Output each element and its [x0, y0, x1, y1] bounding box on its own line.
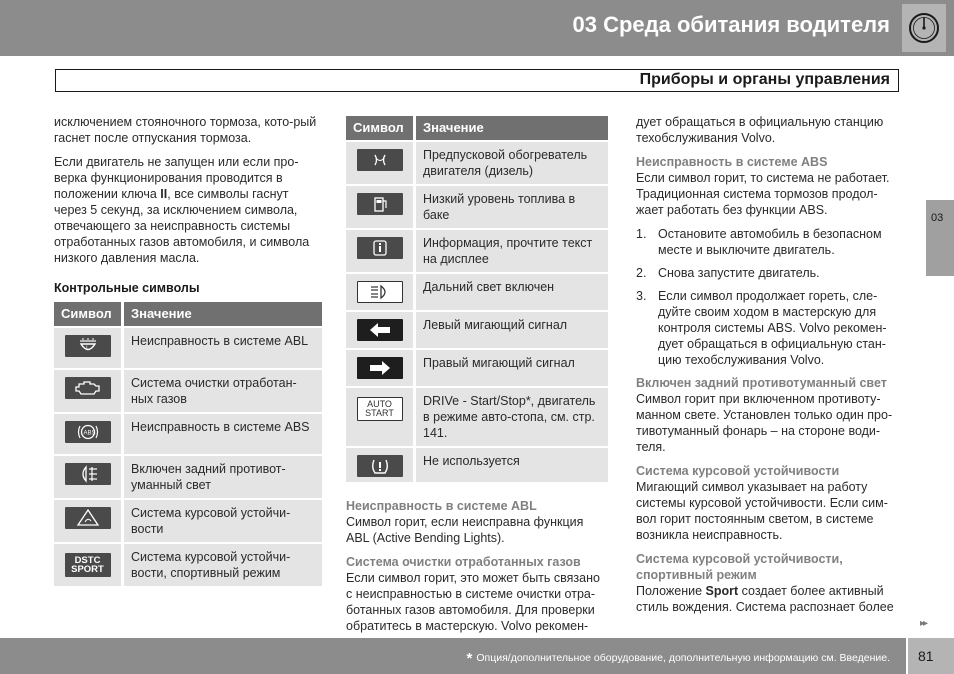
- fuel-pump-icon: [357, 193, 403, 215]
- meaning-cell: Не используется: [416, 448, 608, 482]
- column-header-meaning: Значение: [416, 116, 608, 140]
- list-item: [636, 265, 902, 281]
- table-header-row: [54, 302, 322, 326]
- table-row: [54, 328, 322, 368]
- table-row: [346, 312, 608, 348]
- icon-label: AUTO: [367, 399, 392, 409]
- text-span: создает более активный стиль вождения. Система распознает более: [636, 584, 894, 614]
- icon-label: DSTC: [74, 555, 101, 566]
- text-span: Если двигатель не запущен или если про-верка функционирования проводится в положении ключа: [54, 155, 299, 201]
- section-title: Приборы и органы управления: [639, 71, 890, 88]
- table-row: [54, 414, 322, 454]
- section-header: [55, 69, 899, 92]
- column-left: [54, 114, 322, 588]
- fog-heading: Включен задний противотуманный свет: [636, 376, 887, 390]
- abs-heading: Неисправность в системе ABS: [636, 155, 828, 169]
- meaning-cell: Дальний свет включен: [416, 274, 608, 310]
- abs-text: Если символ горит, то система не работает. Традиционная система тормозов продол-жает работать без функции ABS.: [636, 171, 890, 217]
- step-number: 3.: [636, 289, 647, 303]
- paragraph: исключением стояночного тормоза, кото-рый гаснет после отпускания тормоза.: [54, 115, 317, 145]
- right-arrow-icon: [357, 357, 403, 379]
- table-row: [54, 456, 322, 498]
- chapter-icon-box: [902, 4, 946, 52]
- table-row: [346, 350, 608, 386]
- page-number-box: [908, 638, 954, 674]
- fog-text: Символ горит при включенном противоту-манном свете. Установлен только один про-тивотуманный фонарь – на стороне води-теля.: [636, 392, 893, 454]
- section-heading: Контрольные символы: [54, 281, 200, 295]
- paragraph: [54, 154, 322, 266]
- exhaust-text: Если символ горит, это может быть связано с неисправностью в системе очистки отра-ботанных газов автомобиля. Для проверки обратитесь в мастерскую. Volvo рекомен-: [346, 571, 600, 633]
- abs-warning-icon: [65, 421, 111, 443]
- meaning-cell: Предпусковой обогреватель двигателя (дизель): [416, 142, 608, 184]
- text-span: Положение: [636, 584, 706, 598]
- continued-text: дует обращаться в официальную станцию техобслуживания Volvo.: [636, 115, 884, 145]
- meaning-cell: DRIVe - Start/Stop*, двигатель в режиме авто-стопа, см. стр. 141.: [416, 388, 608, 446]
- meaning-cell: Информация, прочтите текст на дисплее: [416, 230, 608, 272]
- dstc-sport-icon: [65, 553, 111, 577]
- column-header-symbol: Символ: [346, 116, 416, 140]
- check-engine-icon: [65, 377, 111, 399]
- abl-headlight-warning-icon: [65, 335, 111, 357]
- speedometer-gauge-icon: [907, 11, 941, 45]
- page-footer: [0, 638, 906, 674]
- glow-plug-icon: [357, 149, 403, 171]
- column-header-meaning: Значение: [124, 302, 322, 326]
- meaning-cell: Низкий уровень топлива в баке: [416, 186, 608, 228]
- table-row: [346, 448, 608, 482]
- key-position: II: [160, 187, 168, 201]
- meaning-cell: Система очистки отработан-ных газов: [124, 370, 322, 412]
- table-row: [346, 274, 608, 310]
- info-icon: [357, 237, 403, 259]
- footer-note-text: Опция/дополнительное оборудование, дополнительную информацию см. Введение.: [476, 652, 890, 664]
- meaning-cell: Левый мигающий сигнал: [416, 312, 608, 348]
- abl-heading: Неисправность в системе ABL: [346, 499, 537, 513]
- table-row: [346, 142, 608, 184]
- left-arrow-icon: [357, 319, 403, 341]
- svg-text:ABS: ABS: [83, 430, 96, 437]
- rear-fog-light-icon: [65, 463, 111, 485]
- icon-label: START: [365, 408, 394, 418]
- table-row: [346, 186, 608, 228]
- stability-text: Мигающий символ указывает на работу системы курсовой устойчивости. Если сим-вол горит постоянным светом, в системе возникла неисправность.: [636, 480, 888, 542]
- stability-heading: Система курсовой устойчивости: [636, 464, 840, 478]
- high-beam-icon: [357, 281, 403, 303]
- chapter-tab-label: 03: [931, 212, 944, 224]
- list-item: [636, 288, 902, 368]
- text-span: , все символы гаснут через 5 секунд, за исключением символа, отвечающего за неисправность системы отработанных газов автомобиля, и символа низкого давления масла.: [54, 187, 310, 265]
- step-number: 1.: [636, 227, 647, 241]
- page-number: 81: [918, 648, 934, 664]
- warning-symbols-table: [54, 300, 322, 588]
- footer-note: [467, 650, 890, 667]
- table-row: [54, 370, 322, 412]
- column-middle: [346, 114, 608, 642]
- meaning-cell: Система курсовой устойчи-вости, спортивный режим: [124, 544, 322, 586]
- table-row: [346, 388, 608, 446]
- exhaust-heading: Система очистки отработанных газов: [346, 555, 581, 569]
- step-text: Если символ продолжает гореть, сле-дуйте своим ходом в мастерскую для контроля системы ABS. Volvo рекомен-дует обращаться в официальную стан-цию техобслуживания Volvo.: [658, 289, 887, 367]
- indicator-symbols-table: [346, 114, 608, 484]
- meaning-cell: Правый мигающий сигнал: [416, 350, 608, 386]
- auto-start-icon: [357, 397, 403, 421]
- chapter-header: [0, 0, 954, 56]
- meaning-cell: Система курсовой устойчи-вости: [124, 500, 322, 542]
- sport-text: [636, 583, 902, 615]
- abl-text: Символ горит, если неисправна функция ABL (Active Bending Lights).: [346, 515, 584, 545]
- continue-arrows-icon: ▸▸: [920, 618, 927, 629]
- step-text: Остановите автомобиль в безопасном месте и выключите двигатель.: [658, 227, 882, 257]
- column-right: [636, 114, 902, 623]
- abs-steps-list: [636, 226, 902, 368]
- stability-control-icon: [65, 507, 111, 529]
- sport-heading: Система курсовой устойчивости, спортивный режим: [636, 552, 843, 582]
- table-header-row: [346, 116, 608, 140]
- chapter-title: 03 Среда обитания водителя: [572, 12, 890, 37]
- sport-mode-label: Sport: [705, 584, 739, 598]
- list-item: [636, 226, 902, 258]
- tire-pressure-icon: [357, 455, 403, 477]
- svg-text:!: !: [85, 346, 88, 352]
- meaning-cell: Включен задний противот-уманный свет: [124, 456, 322, 498]
- step-number: 2.: [636, 266, 647, 280]
- meaning-cell: Неисправность в системе ABL: [124, 328, 322, 368]
- step-text: Снова запустите двигатель.: [658, 266, 820, 280]
- chapter-tab[interactable]: [926, 200, 954, 276]
- table-row: [346, 230, 608, 272]
- table-row: [54, 500, 322, 542]
- meaning-cell: Неисправность в системе ABS: [124, 414, 322, 454]
- icon-label: SPORT: [71, 564, 104, 575]
- table-row: [54, 544, 322, 586]
- column-header-symbol: Символ: [54, 302, 124, 326]
- asterisk-icon: *: [466, 650, 473, 667]
